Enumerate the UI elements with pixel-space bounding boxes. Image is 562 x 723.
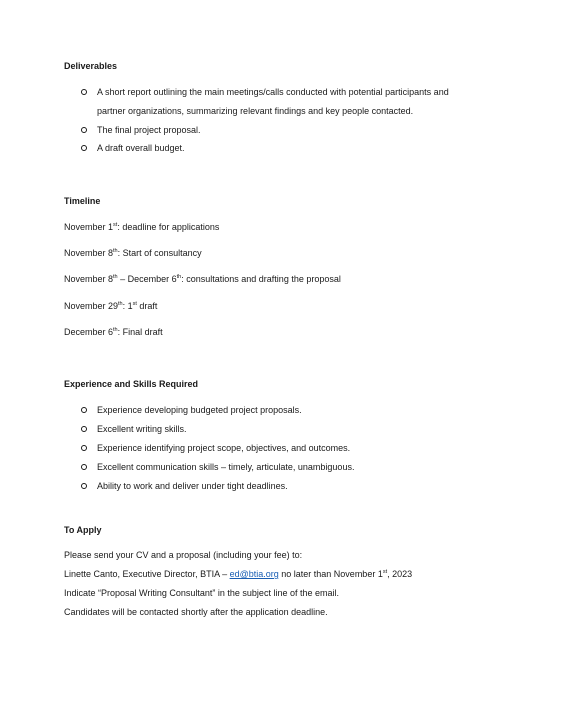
deliverable-item-2: The final project proposal. — [97, 125, 201, 135]
deliverable-item-3: A draft overall budget. — [97, 143, 185, 153]
bullet-icon — [81, 483, 87, 489]
apply-line-2: Linette Canto, Executive Director, BTIA – ed@btia.org no later than November 1st, 2023 — [64, 569, 413, 579]
bullet-icon — [81, 445, 87, 451]
deliverables-heading: Deliverables — [64, 61, 118, 71]
experience-item: Experience identifying project scope, objectives, and outcomes. — [97, 443, 351, 453]
bullet-icon — [81, 145, 87, 151]
apply-line-4: Candidates will be contacted shortly after the application deadline. — [64, 607, 328, 617]
deliverable-item-1-line1: A short report outlining the main meetings/calls conducted with potential participants and — [97, 87, 449, 97]
experience-item: Experience developing budgeted project proposals. — [97, 405, 302, 415]
timeline-entry: December 6th: Final draft — [64, 327, 163, 337]
apply-line-3: Indicate “Proposal Writing Consultant” in the subject line of the email. — [64, 588, 339, 598]
experience-item: Ability to work and deliver under tight deadlines. — [97, 481, 288, 491]
timeline-entry: November 29th: 1st draft — [64, 301, 158, 311]
experience-heading: Experience and Skills Required — [64, 379, 199, 389]
timeline-heading: Timeline — [64, 196, 101, 206]
bullet-icon — [81, 89, 87, 95]
deliverable-item-1-line2: partner organizations, summarizing relevant findings and key people contacted. — [97, 106, 414, 116]
bullet-icon — [81, 407, 87, 413]
bullet-icon — [81, 464, 87, 470]
bullet-icon — [81, 127, 87, 133]
experience-item: Excellent writing skills. — [97, 424, 187, 434]
apply-line-1: Please send your CV and a proposal (including your fee) to: — [64, 550, 303, 560]
experience-item: Excellent communication skills – timely, articulate, unambiguous. — [97, 462, 355, 472]
bullet-icon — [81, 426, 87, 432]
timeline-entry: November 8th – December 6th: consultations and drafting the proposal — [64, 274, 341, 284]
email-link[interactable]: ed@btia.org — [229, 569, 279, 579]
timeline-entry: November 8th: Start of consultancy — [64, 248, 202, 258]
apply-heading: To Apply — [64, 525, 102, 535]
timeline-entry: November 1st: deadline for applications — [64, 222, 220, 232]
